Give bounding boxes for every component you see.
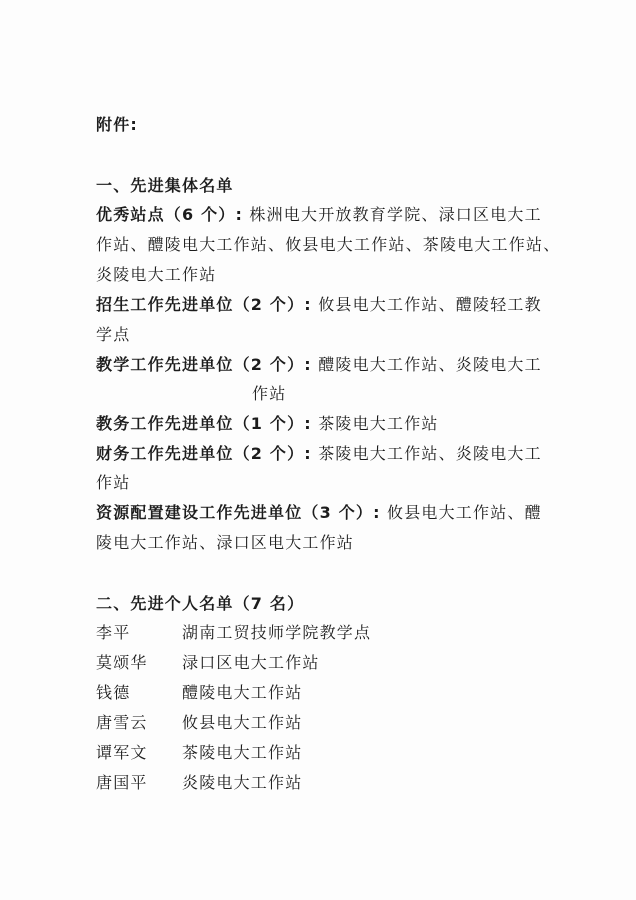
item-text: 茶陵电大工作站 [318,414,439,433]
person-unit: 渌口区电大工作站 [182,653,320,672]
person-name: 唐国平 [96,773,148,792]
person-row [96,622,556,644]
item-text: 茶陵电大工作站、炎陵电大工 [318,444,542,463]
item-text-continued: 炎陵电大工作站 [96,265,217,284]
item-label: 教务工作先进单位（1 个）: [96,414,312,433]
item-text-continued: 作站、醴陵电大工作站、攸县电大工作站、茶陵电大工作站、 [96,235,561,254]
item-text-continued: 作站 [96,473,131,492]
person-row [96,772,556,794]
person-name: 李平 [96,623,131,642]
item-excellent-stations [96,204,542,226]
section2-heading: 二、先进个人名单（7 名） [96,594,305,613]
person-row [96,682,556,704]
item-text: 攸县电大工作站、醴 [387,503,542,522]
item-label: 教学工作先进单位（2 个）: [96,355,312,374]
person-unit: 湖南工贸技师学院教学点 [182,623,372,642]
person-name: 谭军文 [96,743,148,762]
person-unit: 炎陵电大工作站 [182,773,303,792]
person-row [96,652,556,674]
person-unit: 攸县电大工作站 [182,713,303,732]
item-label: 资源配置建设工作先进单位（3 个）: [96,503,381,522]
item-text: 攸县电大工作站、醴陵轻工教 [318,295,542,314]
item-text: 醴陵电大工作站、炎陵电大工 [318,355,542,374]
person-row [96,712,556,734]
person-name: 唐雪云 [96,713,148,732]
person-unit: 醴陵电大工作站 [182,683,303,702]
item-teaching-units [96,354,542,376]
item-label: 财务工作先进单位（2 个）: [96,444,312,463]
item-academic-affairs-units [96,413,439,435]
section1-heading: 一、先进集体名单 [96,176,234,195]
item-text-continued: 陵电大工作站、渌口区电大工作站 [96,533,355,552]
item-enrollment-units [96,294,542,316]
item-text-continued: 学点 [96,325,131,344]
item-text-continued: 作站 [252,384,287,403]
person-unit: 茶陵电大工作站 [182,743,303,762]
person-row [96,742,556,764]
item-label: 优秀站点（6 个）: [96,205,244,224]
person-name: 莫颂华 [96,653,148,672]
attachment-label: 附件: [96,115,138,134]
person-name: 钱德 [96,683,131,702]
item-text: 株洲电大开放教育学院、渌口区电大工 [249,205,542,224]
item-label: 招生工作先进单位（2 个）: [96,295,312,314]
item-finance-units [96,443,542,465]
item-resource-units [96,502,542,524]
